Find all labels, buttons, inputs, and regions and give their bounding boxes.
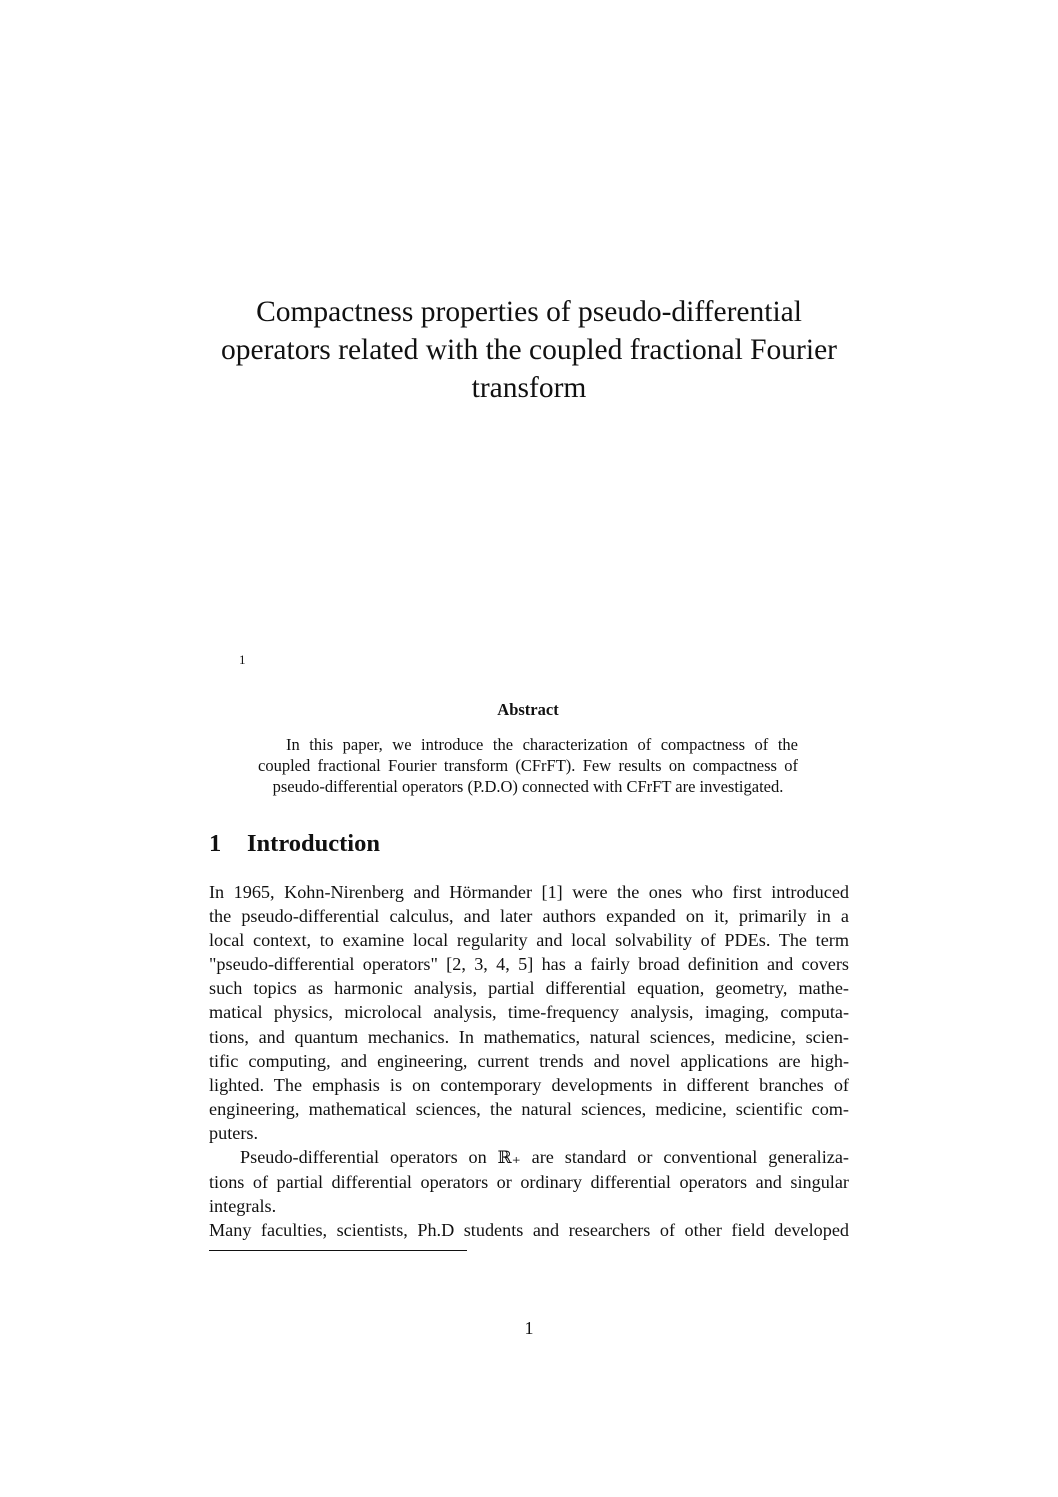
paragraph-2-text: are standard or conventional generaliza- — [520, 1147, 849, 1168]
paper-title — [180, 293, 878, 407]
section-heading-introduction — [209, 830, 380, 858]
footnote-rule — [209, 1250, 467, 1251]
page-number: 1 — [524, 1318, 534, 1338]
paragraph-2-line-1 — [209, 1145, 849, 1170]
body-line: tions, and quantum mechanics. In mathematics, natural sciences, medicine, scien- — [209, 1026, 849, 1047]
abstract-heading: Abstract — [497, 700, 559, 719]
abstract-line: pseudo-differential operators (P.D.O) connected with CFrFT are investigated. — [272, 777, 784, 796]
title-line: transform — [471, 372, 587, 404]
body-line: integrals. — [209, 1196, 277, 1217]
title-line: operators related with the coupled fractional Fourier — [221, 334, 837, 366]
paragraph-2-text: Pseudo-differential operators on — [240, 1147, 498, 1168]
abstract-text — [258, 734, 798, 797]
body-line: the pseudo-differential calculus, and later authors expanded on it, primarily in a — [209, 906, 849, 927]
affiliation-footnote-mark: 1 — [239, 652, 246, 667]
introduction-body — [209, 880, 849, 1242]
section-title: Introduction — [247, 830, 380, 857]
body-line: puters. — [209, 1122, 258, 1143]
abstract-line: In this paper, we introduce the characterization of compactness of the — [286, 735, 798, 754]
body-line: tific computing, and engineering, current trends and novel applications are high- — [209, 1050, 849, 1071]
body-line: matical physics, microlocal analysis, time-frequency analysis, imaging, computa- — [209, 1002, 849, 1023]
body-line: In 1965, Kohn-Nirenberg and Hörmander [1] were the ones who first introduced — [209, 882, 849, 902]
abstract-line: coupled fractional Fourier transform (CFrFT). Few results on compactness of — [258, 756, 798, 775]
body-line: such topics as harmonic analysis, partial differential equation, geometry, mathe- — [209, 978, 849, 999]
body-line: engineering, mathematical sciences, the natural sciences, medicine, scientific com- — [209, 1098, 849, 1119]
body-line: Many faculties, scientists, Ph.D students and researchers of other field developed — [209, 1220, 849, 1241]
title-line: Compactness properties of pseudo-differential — [256, 296, 802, 328]
body-line: local context, to examine local regularity and local solvability of PDEs. The term — [209, 930, 849, 951]
body-line: tions of partial differential operators or ordinary differential operators and singular — [209, 1172, 849, 1193]
body-line: "pseudo-differential operators" [2, 3, 4, 5] has a fairly broad definition and covers — [209, 954, 849, 975]
body-line: lighted. The emphasis is on contemporary developments in different branches of — [209, 1074, 849, 1095]
positive-reals-symbol: ℝ₊ — [497, 1148, 521, 1169]
section-number: 1 — [209, 830, 222, 857]
